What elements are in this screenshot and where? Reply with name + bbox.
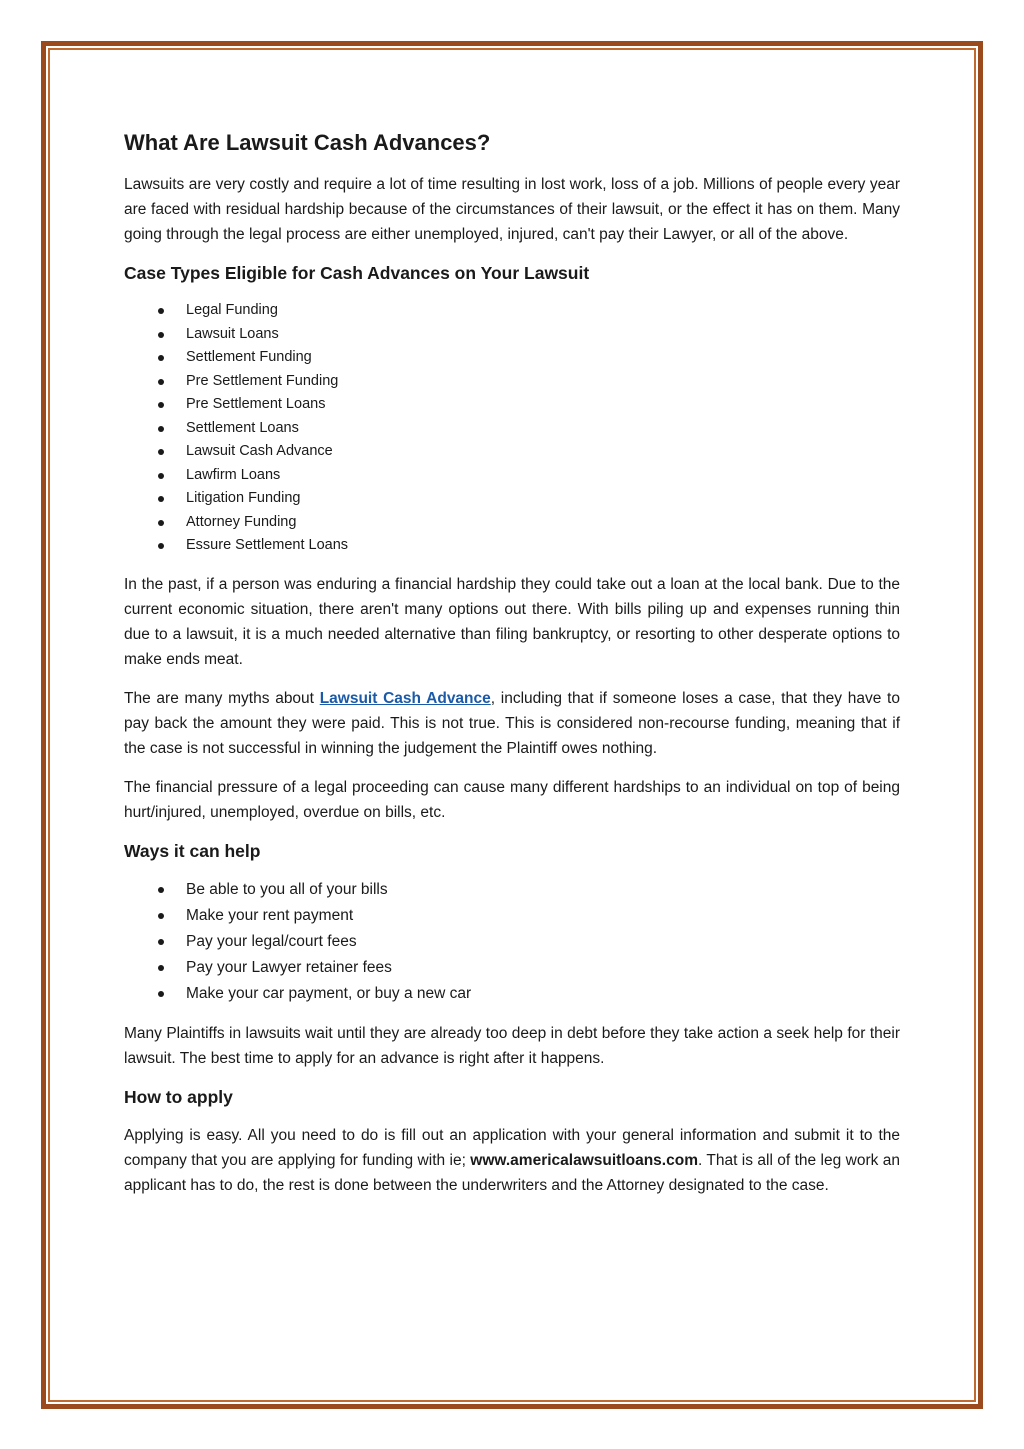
list-item: Make your rent payment: [186, 903, 900, 929]
apply-text-after: . That is all of the leg work an applicant has to do, the rest is done between the underwriters and the Attorney designated to the case.: [124, 1151, 900, 1194]
list-item: Essure Settlement Loans: [186, 534, 900, 558]
list-item: Be able to you all of your bills: [186, 877, 900, 903]
myths-paragraph: [124, 686, 900, 761]
list-item: Pay your legal/court fees: [186, 929, 900, 955]
list-item: Legal Funding: [186, 299, 900, 323]
apply-heading: How to apply: [124, 1086, 233, 1107]
website-address: www.americalawsuitloans.com: [470, 1151, 698, 1169]
case-types-list: [124, 299, 900, 558]
apply-paragraph: [124, 1123, 900, 1198]
case-types-heading: Case Types Eligible for Cash Advances on Your Lawsuit: [124, 263, 590, 283]
list-item: Attorney Funding: [186, 511, 900, 535]
past-paragraph: In the past, if a person was enduring a financial hardship they could take out a loan at the local bank. Due to the current economic situation, there aren't many options out there. With bills piling up and expenses running thin due to a lawsuit, it is a much needed alternative than filing bankruptcy, or resorting to other desperate options to make ends meat.: [124, 575, 900, 668]
plaintiffs-paragraph: Many Plaintiffs in lawsuits wait until they are already too deep in debt before they take action a seek help for their lawsuit. The best time to apply for an advance is right after it happens.: [124, 1024, 900, 1067]
list-item: Make your car payment, or buy a new car: [186, 981, 900, 1007]
list-item: Lawsuit Loans: [186, 323, 900, 347]
list-item: Settlement Loans: [186, 417, 900, 441]
document-body: [124, 124, 900, 1212]
list-item: Pay your Lawyer retainer fees: [186, 955, 900, 981]
apply-text-before: Applying is easy. All you need to do is fill out an application with your general information and submit it to the company that you are applying for funding with ie;: [124, 1126, 900, 1169]
list-item: Pre Settlement Funding: [186, 370, 900, 394]
list-item: Pre Settlement Loans: [186, 393, 900, 417]
myths-text-before: The are many myths about: [124, 689, 320, 707]
list-item: Lawfirm Loans: [186, 464, 900, 488]
lawsuit-cash-advance-link[interactable]: Lawsuit Cash Advance: [319, 689, 491, 707]
pressure-paragraph: The financial pressure of a legal proceeding can cause many different hardships to an individual on top of being hurt/injured, unemployed, overdue on bills, etc.: [124, 778, 900, 821]
myths-text-after: , including that if someone loses a case, that they have to pay back the amount they were paid. This is not true. This is considered non-recourse funding, meaning that if the case is not successful in winning the judgement the Plaintiff owes nothing.: [124, 689, 900, 757]
ways-list: [124, 877, 900, 1007]
ways-heading: Ways it can help: [124, 840, 261, 861]
list-item: Lawsuit Cash Advance: [186, 440, 900, 464]
list-item: Settlement Funding: [186, 346, 900, 370]
intro-paragraph: Lawsuits are very costly and require a lot of time resulting in lost work, loss of a job. Millions of people every year are faced with residual hardship because of the circumstances of their lawsuit, or the effect it has on them. Many going through the legal process are either unemployed, injured, can't pay their Lawyer, or all of the above.: [124, 176, 900, 243]
list-item: Litigation Funding: [186, 487, 900, 511]
page-title: What Are Lawsuit Cash Advances?: [124, 130, 491, 155]
